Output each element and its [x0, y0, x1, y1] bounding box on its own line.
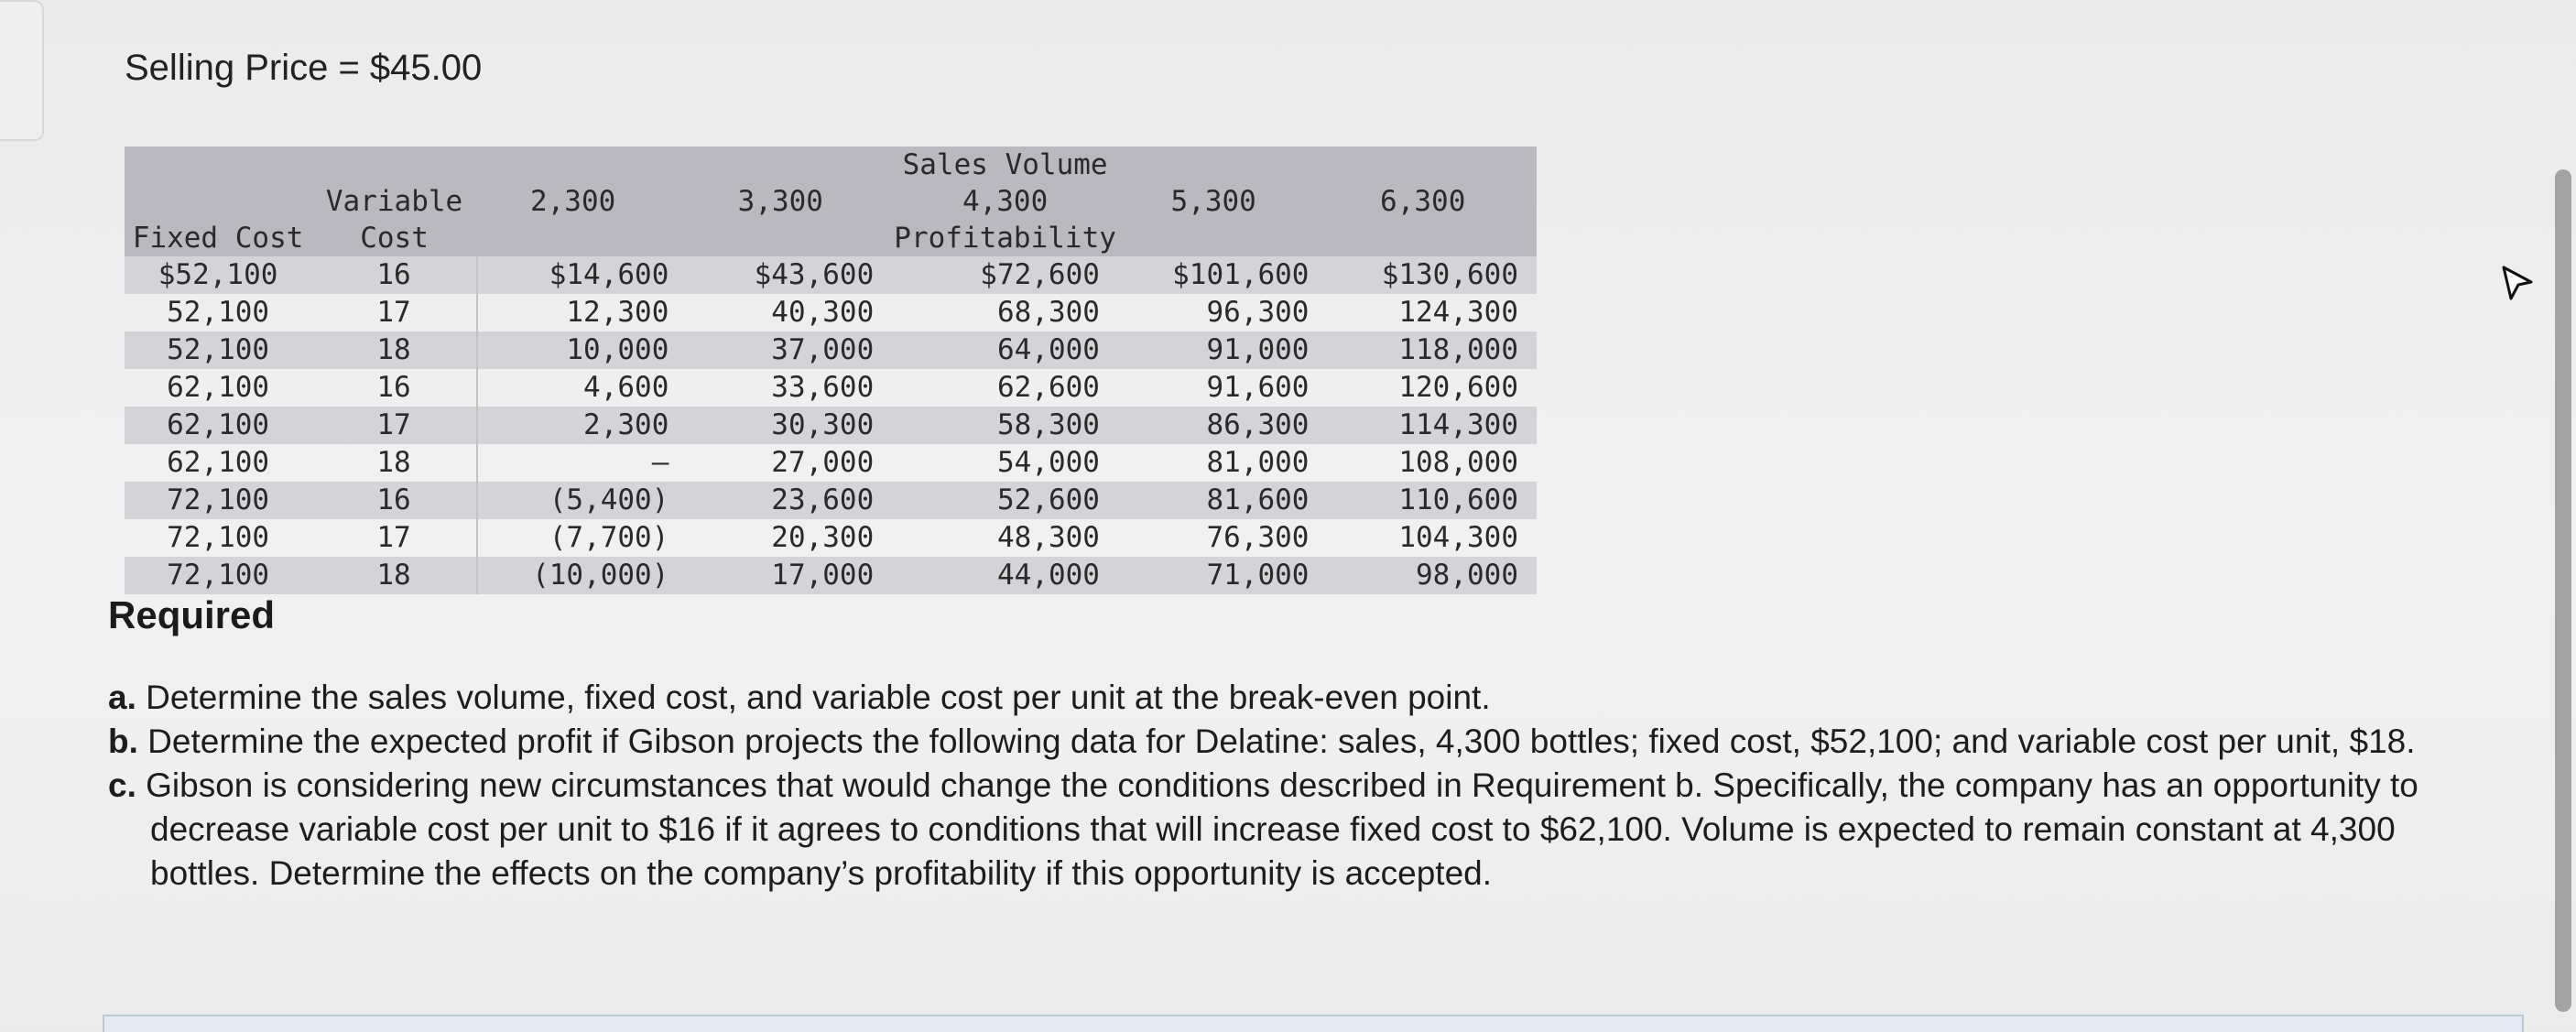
- profit-cell: (5,400): [477, 482, 688, 519]
- profit-cell: 2,300: [477, 407, 688, 444]
- table-row: [125, 557, 1537, 594]
- vertical-scrollbar[interactable]: [2555, 169, 2571, 1012]
- table-row: [125, 294, 1537, 331]
- requirement-item: [108, 720, 2471, 764]
- profit-cell: 40,300: [771, 296, 875, 329]
- profit-cell: 104,300: [1398, 521, 1518, 554]
- header-empty: [1327, 220, 1537, 256]
- header-empty: [687, 220, 892, 256]
- variable-cost-cell: 17: [311, 407, 477, 444]
- profit-cell: 64,000: [892, 331, 1118, 369]
- variable-cost-cell: 17: [311, 294, 477, 331]
- profit-cell: 81,600: [1118, 482, 1328, 519]
- table-row: [125, 331, 1537, 369]
- table-row: [125, 407, 1537, 444]
- header-empty: [687, 147, 892, 183]
- profit-cell: $101,600: [1118, 256, 1328, 294]
- profit-cell: 10,000: [477, 331, 688, 369]
- profit-cell: $72,600: [892, 256, 1118, 294]
- profit-cell: 48,300: [996, 521, 1100, 554]
- header-empty: [125, 147, 311, 183]
- requirement-letter: c.: [108, 766, 136, 804]
- profit-cell: 114,300: [1327, 407, 1537, 444]
- profit-cell: –: [651, 446, 669, 479]
- header-row-sales-volume: [125, 147, 1537, 183]
- profit-cell: 17,000: [687, 557, 892, 594]
- profit-cell: 124,300: [1398, 296, 1518, 329]
- table-row: [125, 369, 1537, 407]
- profit-cell: 33,600: [771, 371, 875, 404]
- mouse-cursor-icon: [2500, 264, 2535, 304]
- volume-heading: 2,300: [529, 185, 616, 218]
- profit-cell: 91,600: [1206, 371, 1310, 404]
- fixed-cost-heading: Fixed Cost: [132, 222, 304, 255]
- left-panel-tab: [0, 0, 44, 141]
- profit-cell: 108,000: [1398, 446, 1518, 479]
- volume-heading: 4,300: [962, 185, 1049, 218]
- profitability-heading: Profitability: [894, 222, 1116, 255]
- variable-cost-cell: 17: [311, 519, 477, 557]
- profit-cell: 68,300: [996, 296, 1100, 329]
- profit-cell: 37,000: [687, 331, 892, 369]
- variable-cost-cell: 18: [311, 557, 477, 594]
- profit-cell: (7,700): [549, 521, 669, 554]
- variable-cost-cell: 16: [311, 369, 477, 407]
- profit-cell: $14,600: [477, 256, 688, 294]
- profitability-table-wrap: [125, 147, 1537, 603]
- profit-cell: 120,600: [1398, 371, 1518, 404]
- volume-heading: 3,300: [737, 185, 823, 218]
- table-row: [125, 256, 1537, 294]
- header-row-labels: [125, 220, 1537, 256]
- variable-cost-cell: 16: [311, 482, 477, 519]
- volume-heading: 6,300: [1380, 185, 1466, 218]
- header-empty: [477, 220, 688, 256]
- profit-cell: 52,600: [892, 482, 1118, 519]
- selling-price-heading: Selling Price = $45.00: [125, 48, 483, 88]
- profit-cell: 20,300: [771, 521, 875, 554]
- header-empty: [1118, 220, 1328, 256]
- fixed-cost-cell: 52,100: [167, 296, 270, 329]
- table-row: [125, 519, 1537, 557]
- variable-cost-cell: 18: [311, 331, 477, 369]
- profit-cell: 96,300: [1206, 296, 1310, 329]
- profit-cell: 118,000: [1327, 331, 1537, 369]
- profit-cell: 76,300: [1206, 521, 1310, 554]
- answer-input-area[interactable]: [103, 1015, 2524, 1032]
- profit-cell: 58,300: [892, 407, 1118, 444]
- requirement-letter: a.: [108, 679, 136, 716]
- profit-cell: 62,600: [996, 371, 1100, 404]
- fixed-cost-cell: 52,100: [125, 331, 311, 369]
- requirement-item: [108, 764, 2471, 896]
- header-empty: [311, 147, 477, 183]
- fixed-cost-cell: 62,100: [167, 371, 270, 404]
- header-row-volumes: [125, 183, 1537, 220]
- variable-cost-cell: 18: [311, 444, 477, 482]
- table-row: [125, 444, 1537, 482]
- profit-cell: 30,300: [687, 407, 892, 444]
- fixed-cost-cell: $52,100: [125, 256, 311, 294]
- fixed-cost-cell: 72,100: [167, 521, 270, 554]
- variable-cost-cell: 16: [311, 256, 477, 294]
- fixed-cost-cell: 62,100: [167, 446, 270, 479]
- profit-cell: 4,600: [583, 371, 669, 404]
- fixed-cost-cell: 72,100: [125, 557, 311, 594]
- variable-cost-heading-line2: Cost: [360, 222, 429, 255]
- profit-cell: 110,600: [1327, 482, 1537, 519]
- profit-cell: 12,300: [566, 296, 669, 329]
- profitability-table: [125, 147, 1537, 594]
- requirement-text: Gibson is considering new circumstances that would change the conditions described in Requirement b. Specifically, the company has an opportunity to decrease variable cost per unit to $16 if it agrees to conditions that will increase fixed cost to $62,100. Volume is expected to remain constant at 4,300 bottles. Determine the effects on the company’s profitability if this opportunity is accepted.: [146, 766, 2418, 892]
- profit-cell: 98,000: [1327, 557, 1537, 594]
- profit-cell: 44,000: [892, 557, 1118, 594]
- profit-cell: 91,000: [1118, 331, 1328, 369]
- requirements-list: [108, 676, 2471, 896]
- header-empty: [1118, 147, 1328, 183]
- profit-cell: 81,000: [1206, 446, 1310, 479]
- profit-cell: 23,600: [687, 482, 892, 519]
- requirement-text: Determine the sales volume, fixed cost, and variable cost per unit at the break-even point.: [146, 679, 1491, 716]
- profit-cell: 54,000: [996, 446, 1100, 479]
- fixed-cost-cell: 62,100: [125, 407, 311, 444]
- requirement-text: Determine the expected profit if Gibson projects the following data for Delatine: sales, 4,300 bottles; fixed cost, $52,100; and variable cost per unit, $18.: [147, 722, 2416, 760]
- profit-cell: $130,600: [1327, 256, 1537, 294]
- header-empty: [125, 183, 311, 220]
- profit-cell: 27,000: [771, 446, 875, 479]
- profit-cell: 86,300: [1118, 407, 1328, 444]
- table-row: [125, 482, 1537, 519]
- header-empty: [1327, 147, 1537, 183]
- profit-cell: 71,000: [1118, 557, 1328, 594]
- requirement-item: [108, 676, 2471, 720]
- variable-cost-heading-line1: Variable: [325, 185, 463, 218]
- required-heading: Required: [108, 593, 276, 636]
- profit-cell: $43,600: [687, 256, 892, 294]
- requirement-letter: b.: [108, 722, 138, 760]
- volume-heading: 5,300: [1170, 185, 1256, 218]
- fixed-cost-cell: 72,100: [125, 482, 311, 519]
- profit-cell: (10,000): [477, 557, 688, 594]
- sales-volume-heading: Sales Volume: [902, 148, 1108, 181]
- header-empty: [477, 147, 688, 183]
